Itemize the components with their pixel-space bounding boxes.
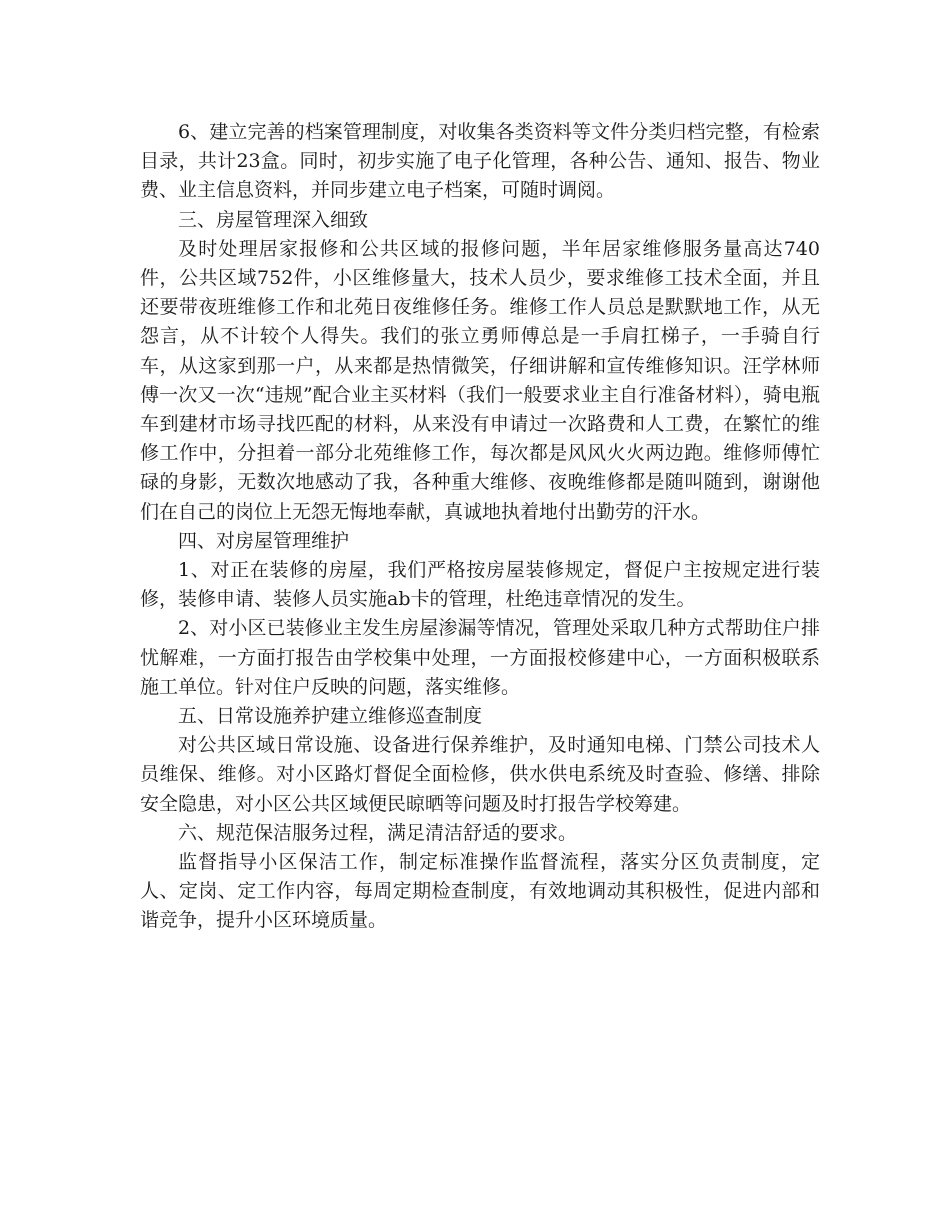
- section-heading-housing-maintenance: 四、对房屋管理维护: [178, 529, 350, 552]
- paragraph-cleaning-supervision: 监督指导小区保洁工作，制定标准操作监督流程，落实分区负责制度，定人、定岗、定工作内容，每周定期检查制度，有效地调动其积极性，促进内部和谐竞争，提升小区环境质量。: [140, 851, 820, 932]
- section-heading-cleaning-service: 六、规范保洁服务过程，满足清洁舒适的要求。: [178, 821, 578, 844]
- paragraph-archive-management: 6、建立完善的档案管理制度，对收集各类资料等文件分类归档完整，有检索目录，共计23盒。同时，初步实施了电子化管理，各种公告、通知、报告、物业费、业主信息资料，并同步建立电子档案，可随时调阅。: [140, 121, 820, 202]
- section-heading-facility-inspection: 五、日常设施养护建立维修巡查制度: [178, 705, 483, 728]
- paragraph-repair-work: 及时处理居家报修和公共区域的报修问题，半年居家维修服务量高达740件，公共区域752件，小区维修量大，技术人员少，要求维修工技术全面，并且还要带夜班维修工作和北苑日夜维修任务。维修工作人员总是默默地工作，从无怨言，从不计较个人得失。我们的张立勇师傅总是一手肩扛梯子，一手骑自行车，从这家到那一户，从来都是热情微笑，仔细讲解和宣传维修知识。汪学林师傅一次又一次“违规”配合业主买材料（我们一般要求业主自行准备材料），骑电瓶车到建材市场寻找匹配的材料，从来没有申请过一次路费和人工费，在繁忙的维修工作中，分担着一部分北苑维修工作，每次都是风风火火两边跑。维修师傅忙碌的身影，无数次地感动了我，各种重大维修、夜晚维修都是随叫随到，谢谢他们在自己的岗位上无怨无悔地奉献，真诚地执着地付出勤劳的汗水。: [140, 237, 820, 523]
- document-body: [140, 118, 820, 936]
- paragraph-facility-maintenance: 对公共区域日常设施、设备进行保养维护，及时通知电梯、门禁公司技术人员维保、维修。对小区路灯督促全面检修，供水供电系统及时查验、修缮、排除安全隐患，对小区公共区域便民晾晒等问题及时打报告学校筹建。: [140, 734, 820, 815]
- paragraph-leakage-handling: 2、对小区已装修业主发生房屋渗漏等情况，管理处采取几种方式帮助住户排忧解难，一方面打报告由学校集中处理，一方面报校修建中心，一方面积极联系施工单位。针对住户反映的问题，落实维修。: [140, 617, 820, 698]
- section-heading-housing-management: 三、房屋管理深入细致: [178, 208, 369, 231]
- paragraph-renovation-rules: 1、对正在装修的房屋，我们严格按房屋装修规定，督促户主按规定进行装修，装修申请、装修人员实施ab卡的管理，杜绝违章情况的发生。: [140, 559, 820, 611]
